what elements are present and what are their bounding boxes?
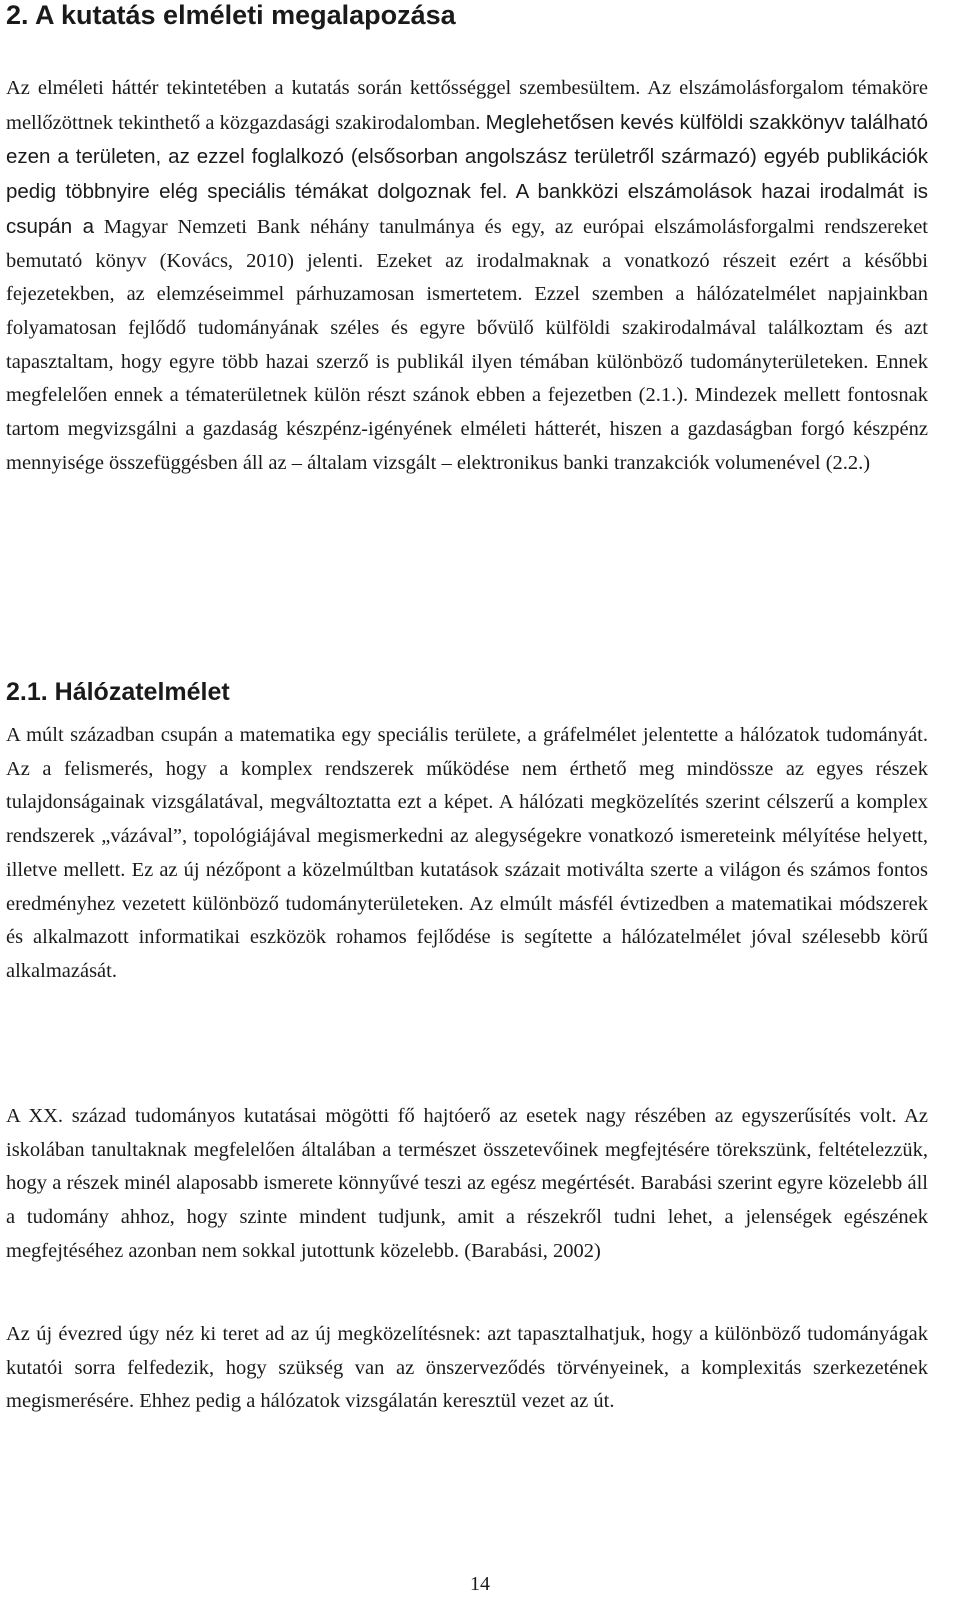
intro-text-serif: Az elméleti háttér tekintetében a kutatás során kettősséggel szembesültem. Az elszámolásforgalom témaköre mellőzöttnek tekinthető a közgazdasági szakirodalomban. — [6, 77, 928, 134]
body-paragraph-3: Az új évezred úgy néz ki teret ad az új megközelítésnek: azt tapasztalhatjuk, hogy a különböző tudományágak kutatói sorra felfedezik, hogy szükség van az önszerveződés törvényeinek, a komplexitás szerkezetének megismerésére. Ehhez pedig a hálózatok vizsgálatán keresztül vezet az út. — [6, 1323, 928, 1413]
intro-text-serif-rest: Magyar Nemzeti Bank néhány tanulmánya és egy, az európai elszámolásforgalmi rendszereket bemutató könyv (Kovács, 2010) jelenti. Ezeket az irodalmaknak a vonatkozó részeit ezért a későbbi fejezetekben, az elemzéseimmel párhuzamosan ismertetem. Ezzel szemben a hálózatelmélet napjainkban folyamatosan fejlődő tudományának széles és egyre bővülő külföldi szakirodalmával találkoztam és azt tapasztaltam, hogy egyre több hazai szerző is publikál ilyen témában különböző tudományterületeken. Ennek megfelelően ennek a tématerületnek külön részt szánok ebben a fejezetben (2.1.). Mindezek mellett fontosnak tartom megvizsgálni a gazdaság készpénz-igényének elméleti hátterét, hiszen a gazdaságban forgó készpénz mennyisége összefüggésben áll az – általam vizsgált – elektronikus banki tranzakciók volumenével (2.2.) — [6, 215, 929, 474]
intro-text-sans: Meglehetősen kevés külföldi szakkönyv található ezen a területen, az ezzel foglalkozó (elsősorban angolszász területről származó) egyéb publikációk pedig többnyire elég speciális témákat dolgoznak fel. A bankközi elszámolások hazai irodalmát is csupán a — [6, 110, 928, 238]
page-number: 14 — [470, 1573, 490, 1595]
section-heading: 2.1. Hálózatelmélet — [6, 678, 230, 706]
chapter-heading: 2. A kutatás elméleti megalapozása — [6, 0, 456, 30]
intro-paragraph — [6, 72, 928, 480]
body-paragraph-2: A XX. század tudományos kutatásai mögötti fő hajtóerő az esetek nagy részében az egyszerűsítés volt. Az iskolában tanultaknak megfelelően általában a természet összetevőinek megfejtésére törekszünk, feltételezzük, hogy a részek minél alaposabb ismerete könnyűvé teszi az egész megértését. Barabási szerint egyre közelebb áll a tudomány ahhoz, hogy szinte mindent tudjunk, amit a részekről tudni lehet, a jelenségek egészének megfejtéséhez azonban nem sokkal jutottunk közelebb. (Barabási, 2002) — [6, 1105, 928, 1262]
body-paragraph-1: A múlt században csupán a matematika egy speciális területe, a gráfelmélet jelentette a hálózatok tudományát. Az a felismerés, hogy a komplex rendszerek működése nem érthető meg mindössze az egyes részek tulajdonságainak vizsgálatával, megváltoztatta ezt a képet. A hálózati megközelítés szerint célszerű a komplex rendszerek „vázával”, topológiájával megismerkedni az alegységekre vonatkozó ismereteink mélyítése helyett, illetve mellett. Ez az új nézőpont a közelmúltban kutatások százait motiválta szerte a világon és számos fontos eredményhez vezetett különböző tudományterületeken. Az elmúlt másfél évtizedben a matematikai módszerek és alkalmazott informatikai eszközök rohamos fejlődése is segítette a hálózatelmélet jóval szélesebb körű alkalmazását. — [6, 724, 928, 982]
